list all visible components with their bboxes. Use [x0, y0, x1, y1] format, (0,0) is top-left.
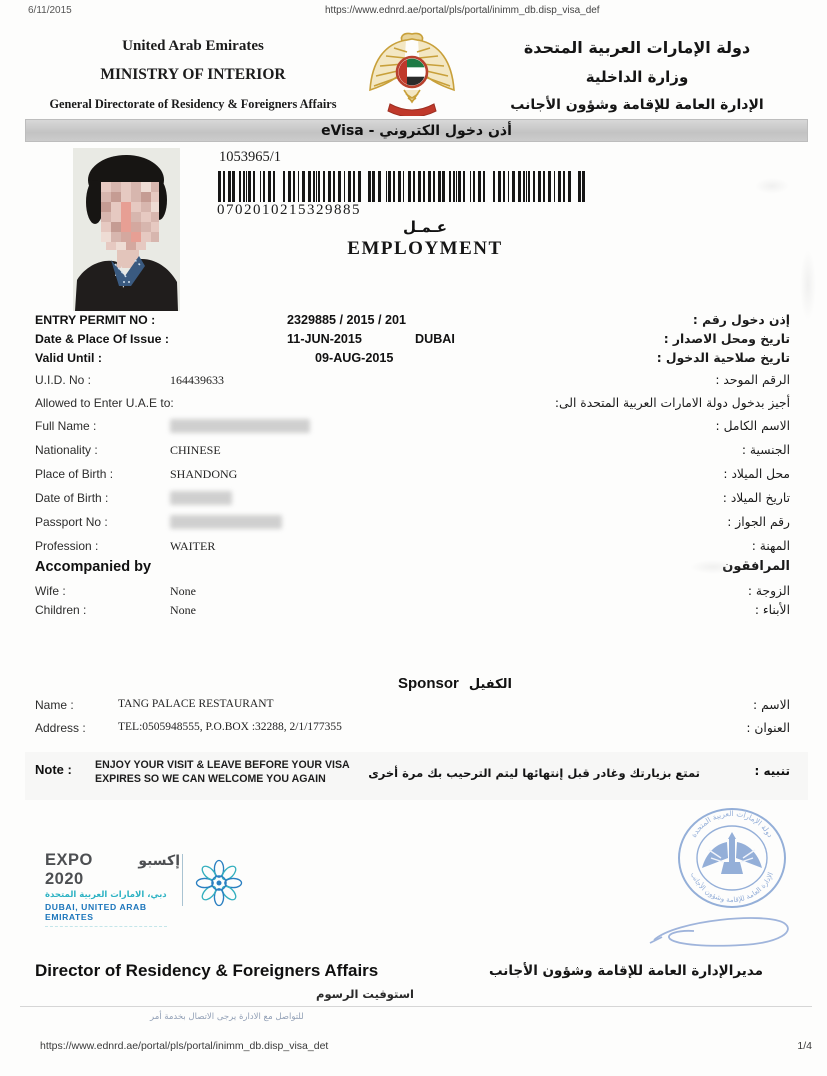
profession-value: WAITER: [170, 539, 216, 553]
stamp-ring-text-bottom: الإدارة العامة للإقامة وشؤون الأجانب: [688, 871, 776, 905]
footer-divider: [20, 1006, 812, 1007]
uid-label-ar: الرقم الموحد :: [715, 373, 790, 387]
passport-label: Passport No :: [35, 515, 108, 529]
field-row-profession: [35, 539, 790, 556]
header-country-en: United Arab Emirates: [122, 38, 264, 54]
note-text-en: ENJOY YOUR VISIT & LEAVE BEFORE YOUR VISA EXPIRES SO WE CAN WELCOME YOU AGAIN: [95, 759, 350, 785]
field-row-sponsor-address: [35, 721, 790, 738]
uid-value: 164439633: [170, 373, 224, 387]
field-row-uid: [35, 373, 790, 390]
bottom-url: https://www.ednrd.ae/portal/pls/portal/inimm_db.disp_visa_det: [40, 1040, 329, 1052]
issue-label-ar: تاريخ ومحل الاصدار :: [663, 332, 790, 346]
nationality-value: CHINESE: [170, 443, 221, 457]
field-row-nationality: [35, 443, 790, 460]
field-row-wife: [35, 584, 790, 601]
field-row-valid-until: [35, 351, 790, 368]
nationality-label-ar: الجنسية :: [741, 443, 790, 457]
children-value: None: [170, 603, 196, 617]
fees-collected-ar: استوفيت الرسوم: [316, 987, 414, 1001]
accompanied-title-row: [35, 559, 790, 576]
note-label: Note :: [35, 762, 72, 777]
expo-dotted-line: [45, 926, 167, 927]
birth-place-label-ar: محل الميلاد :: [723, 467, 790, 481]
field-row-allowed: [35, 396, 790, 413]
file-number: 1053965/1: [219, 149, 282, 165]
valid-until-label-ar: تاريخ صلاحية الدخول :: [656, 351, 790, 365]
nationality-label: Nationality :: [35, 443, 98, 457]
allowed-label-ar: أجيز بدخول دولة الامارات العربية المتحدة الى:: [554, 396, 790, 410]
children-label-ar: الأبناء :: [754, 603, 790, 617]
expo-city-ar: دبي، الامارات العربية المتحدة: [45, 890, 167, 900]
field-row-passport: [35, 515, 790, 532]
sponsor-address-label: Address :: [35, 721, 86, 735]
note-text-ar: تمتع بزيارتك وغادر قبل إنتهائها ليتم الترحيب بك مرة أخرى: [368, 766, 700, 780]
accompanied-title: Accompanied by: [35, 559, 152, 575]
note-label-ar: تنبيه :: [754, 764, 790, 778]
field-row-full-name: [35, 419, 790, 436]
contact-line-ar: للتواصل مع الادارة يرجى الاتصال بخدمة أمر: [150, 1012, 304, 1022]
birth-date-label-ar: تاريخ الميلاد :: [722, 491, 790, 505]
field-row-children: [35, 603, 790, 620]
scan-artifact: [690, 560, 736, 574]
uae-falcon-emblem-icon: [362, 28, 462, 116]
visa-type-english: EMPLOYMENT: [347, 238, 503, 259]
sponsor-name-value: TANG PALACE RESTAURANT: [118, 698, 274, 710]
birth-place-label: Place of Birth :: [35, 467, 114, 481]
page-number: 1/4: [797, 1040, 812, 1052]
expo-logo-text-en: EXPO 2020: [45, 851, 93, 888]
expo-city-en: DUBAI, UNITED ARAB EMIRATES: [45, 902, 147, 922]
issue-label: Date & Place Of Issue :: [35, 332, 169, 346]
header-country-ar: دولة الإمارات العربية المتحدة: [523, 38, 751, 57]
sponsor-title: [398, 675, 512, 692]
profession-label: Profession :: [35, 539, 99, 553]
expo-logo-text-ar: إكسبو: [138, 853, 180, 869]
field-row-birth-date: [35, 491, 790, 508]
expo-2020-logo: [45, 851, 180, 927]
field-row-birth-place: [35, 467, 790, 484]
director-signature: [648, 910, 793, 954]
applicant-photo: [73, 148, 180, 311]
full-name-label: Full Name :: [35, 419, 97, 433]
passport-label-ar: رقم الجواز :: [727, 515, 790, 529]
entry-permit-label-ar: إذن دخول رقم :: [692, 313, 790, 327]
wife-label-ar: الزوجة :: [747, 584, 790, 598]
evisa-title-text: أذن دخول الكتروني - eVisa: [321, 122, 512, 139]
scan-artifact: [800, 250, 816, 320]
barcode: [218, 171, 585, 202]
valid-until-value: 09-AUG-2015: [315, 351, 394, 365]
issue-place-value: DUBAI: [415, 332, 455, 346]
director-title-en: Director of Residency & Foreigners Affairs: [35, 961, 379, 980]
passport-redacted-value: [170, 515, 282, 529]
wife-label: Wife :: [35, 584, 66, 598]
children-label: Children :: [35, 603, 87, 617]
visa-type-arabic: عـمـل: [403, 218, 447, 236]
uid-label: U.I.D. No :: [35, 373, 92, 387]
entry-permit-value: 2329885 / 2015 / 201: [287, 313, 407, 327]
issue-date-value: 11-JUN-2015: [287, 332, 362, 346]
evisa-title-banner: [25, 119, 808, 142]
accompanied-title-ar: المرافقون: [722, 559, 790, 574]
sponsor-name-label: Name :: [35, 698, 74, 712]
scan-artifact: [755, 178, 789, 194]
field-row-entry-permit: [35, 313, 790, 330]
expo-divider: [182, 854, 183, 906]
expo-rosette-icon: [194, 858, 244, 908]
profession-label-ar: المهنة :: [751, 539, 790, 553]
director-title-ar: مديرالإدارة العامة للإقامة وشؤون الأجانب: [489, 963, 763, 979]
birth-date-label: Date of Birth :: [35, 491, 109, 505]
official-stamp: [676, 806, 788, 910]
valid-until-label: Valid Until :: [35, 351, 102, 365]
birth-date-redacted-value: [170, 491, 232, 505]
header-directorate-en: General Directorate of Residency & Foreigners Affairs: [49, 97, 337, 111]
allowed-label: Allowed to Enter U.A.E to:: [35, 396, 174, 410]
header-ministry-en: MINISTRY OF INTERIOR: [100, 66, 286, 83]
entry-permit-label: ENTRY PERMIT NO :: [35, 313, 156, 327]
sponsor-title-en: Sponsor: [398, 675, 459, 692]
stamp-ring-text-top: دولة الإمارات العربية المتحدة: [688, 808, 776, 840]
barcode-number: 0702010215329885: [217, 202, 361, 218]
birth-place-value: SHANDONG: [170, 467, 238, 481]
field-row-issue: [35, 332, 790, 349]
header-ministry-ar: وزارة الداخلية: [585, 68, 689, 86]
visa-type: [340, 218, 510, 260]
sponsor-address-value: TEL:0505948555, P.O.BOX :32288, 2/1/177355: [118, 721, 342, 733]
field-row-sponsor-name: [35, 698, 790, 715]
full-name-redacted-value: [170, 419, 310, 433]
print-date: 6/11/2015: [28, 5, 72, 16]
top-url: https://www.ednrd.ae/portal/pls/portal/inimm_db.disp_visa_def: [325, 5, 600, 16]
sponsor-address-label-ar: العنوان :: [746, 721, 790, 735]
full-name-label-ar: الاسم الكامل :: [715, 419, 790, 433]
wife-value: None: [170, 584, 196, 598]
sponsor-name-label-ar: الاسم :: [753, 698, 790, 712]
header-directorate-ar: الإدارة العامة للإقامة وشؤون الأجانب: [510, 97, 764, 113]
sponsor-title-ar: الكفيل: [468, 677, 513, 692]
